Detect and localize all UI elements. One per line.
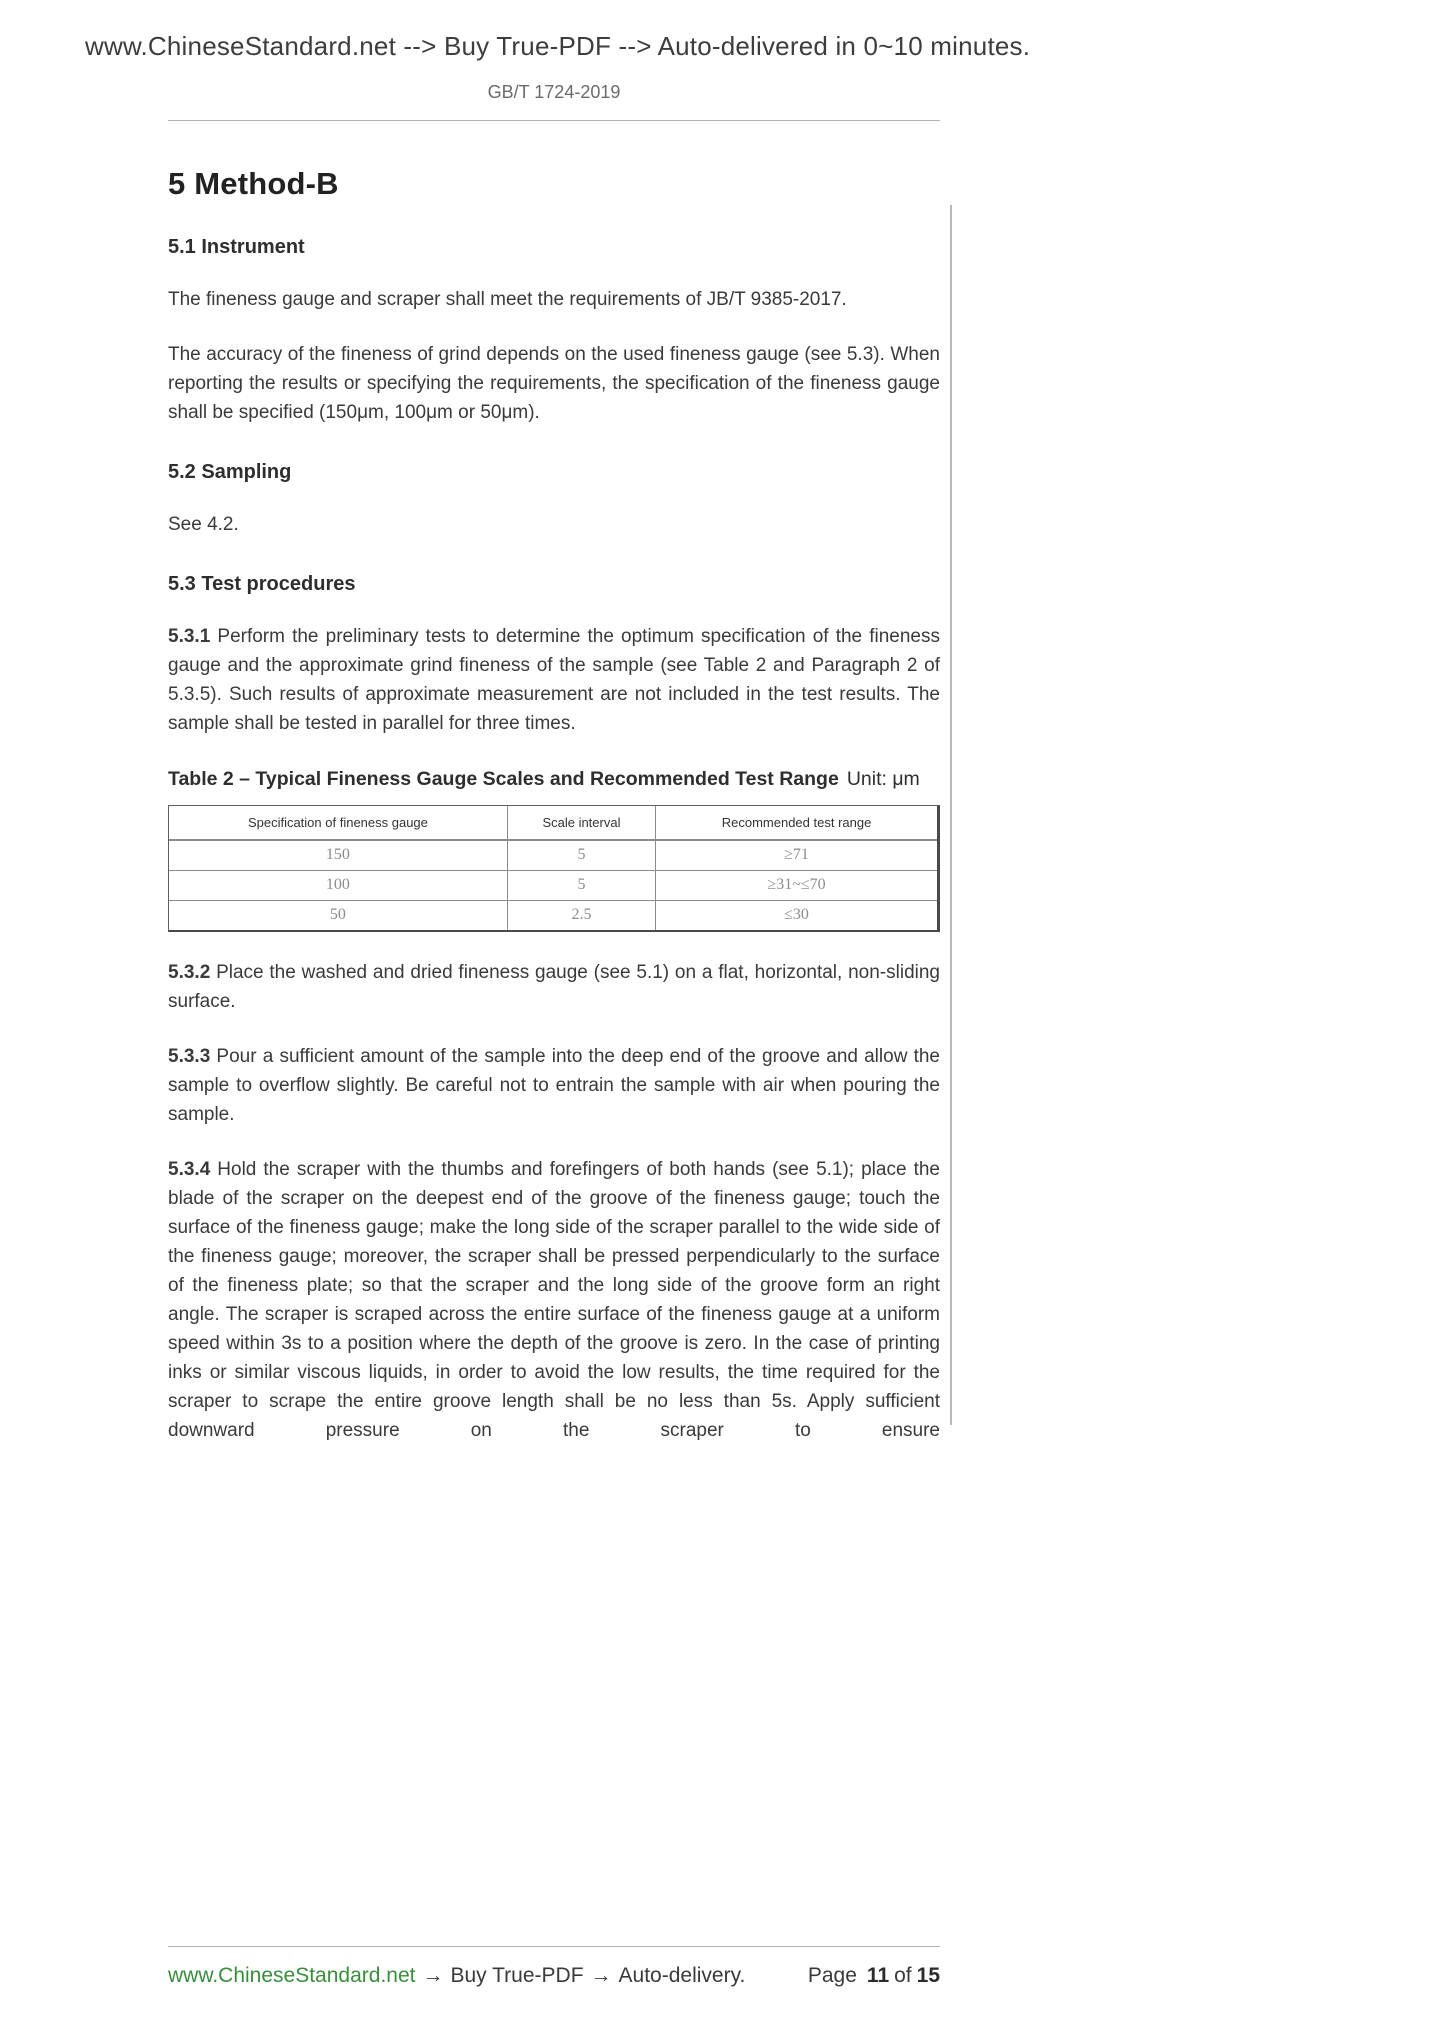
cell-spec: 50 — [169, 900, 507, 930]
table-caption — [168, 768, 940, 791]
paragraph-5-3-1 — [168, 622, 940, 738]
fineness-table — [169, 806, 937, 930]
clause-number: 5.3.3 — [168, 1046, 211, 1067]
table-unit-label: Unit: μm — [846, 768, 920, 790]
clause-text: Perform the preliminary tests to determine the optimum specification of the fineness gauge and the approximate grind fineness of the sample (see Table 2 and Paragraph 2 of 5.3.5). Such results of approximate measurement are not included in the test results. The sample shall be tested in parallel for three times. — [168, 626, 940, 734]
page-footer — [168, 1946, 940, 1988]
paragraph-instrument-1: The fineness gauge and scraper shall meet the requirements of JB/T 9385-2017. — [168, 289, 847, 310]
footer-links — [168, 1964, 745, 1988]
heading-5-1: 5.1 Instrument — [168, 236, 305, 258]
column-header-interval: Scale interval — [507, 806, 655, 840]
page-indicator — [808, 1964, 940, 1988]
paragraph-5-3-3 — [168, 1042, 940, 1129]
heading-5-3: 5.3 Test procedures — [168, 573, 356, 595]
column-header-range: Recommended test range — [656, 806, 937, 840]
cell-range: ≤30 — [656, 900, 937, 930]
cell-range: ≥71 — [656, 840, 937, 870]
heading-5-2: 5.2 Sampling — [168, 461, 292, 483]
page-word: Page — [807, 1964, 857, 1987]
page-total: 15 — [916, 1964, 940, 1987]
section-title: 5 Method-B — [168, 166, 339, 201]
paragraph-sampling: See 4.2. — [168, 514, 239, 535]
arrow-icon: → — [422, 1964, 444, 1987]
paragraph-5-3-4 — [168, 1155, 940, 1445]
cell-interval: 5 — [507, 840, 655, 870]
table-row — [169, 840, 937, 870]
document-content — [168, 120, 940, 1445]
column-header-spec: Specification of fineness gauge — [169, 806, 507, 840]
cell-interval: 2.5 — [507, 900, 655, 930]
table-row — [169, 870, 937, 900]
fineness-table-frame — [168, 805, 940, 932]
change-bar — [950, 205, 952, 1425]
clause-number: 5.3.4 — [168, 1159, 211, 1180]
header-banner: www.ChineseStandard.net --> Buy True-PDF --> Auto-delivered in 0~10 minutes. — [85, 31, 1031, 61]
arrow-icon: → — [590, 1964, 612, 1987]
table-row — [169, 900, 937, 930]
page-current: 11 — [866, 1964, 890, 1987]
cell-range: ≥31~≤70 — [656, 870, 937, 900]
site-link[interactable]: www.ChineseStandard.net — [168, 1964, 416, 1987]
of-word: of — [894, 1964, 912, 1987]
clause-text: Place the washed and dried fineness gauge (see 5.1) on a flat, horizontal, non-sliding surface. — [168, 962, 940, 1012]
table-header-row — [169, 806, 937, 840]
clause-number: 5.3.1 — [168, 626, 211, 647]
cell-interval: 5 — [507, 870, 655, 900]
table-caption-title: Table 2 – Typical Fineness Gauge Scales and Recommended Test Range — [168, 768, 839, 790]
footer-item-buy: Buy True-PDF — [450, 1964, 584, 1987]
cell-spec: 100 — [169, 870, 507, 900]
paragraph-instrument-2: The accuracy of the fineness of grind depends on the used fineness gauge (see 5.3). When reporting the results or specifying the requirements, the specification of the fineness gauge shall be specified (150μm, 100μm or 50μm). — [168, 344, 940, 423]
cell-spec: 150 — [169, 840, 507, 870]
footer-item-delivery: Auto-delivery. — [618, 1964, 746, 1987]
doc-code: GB/T 1724-2019 — [487, 82, 621, 102]
paragraph-5-3-2 — [168, 958, 940, 1016]
clause-text: Hold the scraper with the thumbs and forefingers of both hands (see 5.1); place the blade of the scraper on the deepest end of the groove of the fineness gauge; touch the surface of the fineness gauge; make the long side of the scraper parallel to the wide side of the fineness gauge; moreover, the scraper shall be pressed perpendicularly to the surface of the fineness plate; so that the scraper and the long side of the groove form an right angle. The scraper is scraped across the entire surface of the fineness gauge at a uniform speed within 3s to a position where the depth of the groove is zero. In the case of printing inks or similar viscous liquids, in order to avoid the low results, the time required for the scraper to scrape the entire groove length shall be no less than 5s. Apply sufficient downward pressure on the scraper to ensure — [168, 1159, 940, 1441]
clause-number: 5.3.2 — [168, 962, 211, 983]
clause-text: Pour a sufficient amount of the sample into the deep end of the groove and allow the sample to overflow slightly. Be careful not to entrain the sample with air when pouring the sample. — [168, 1046, 940, 1125]
